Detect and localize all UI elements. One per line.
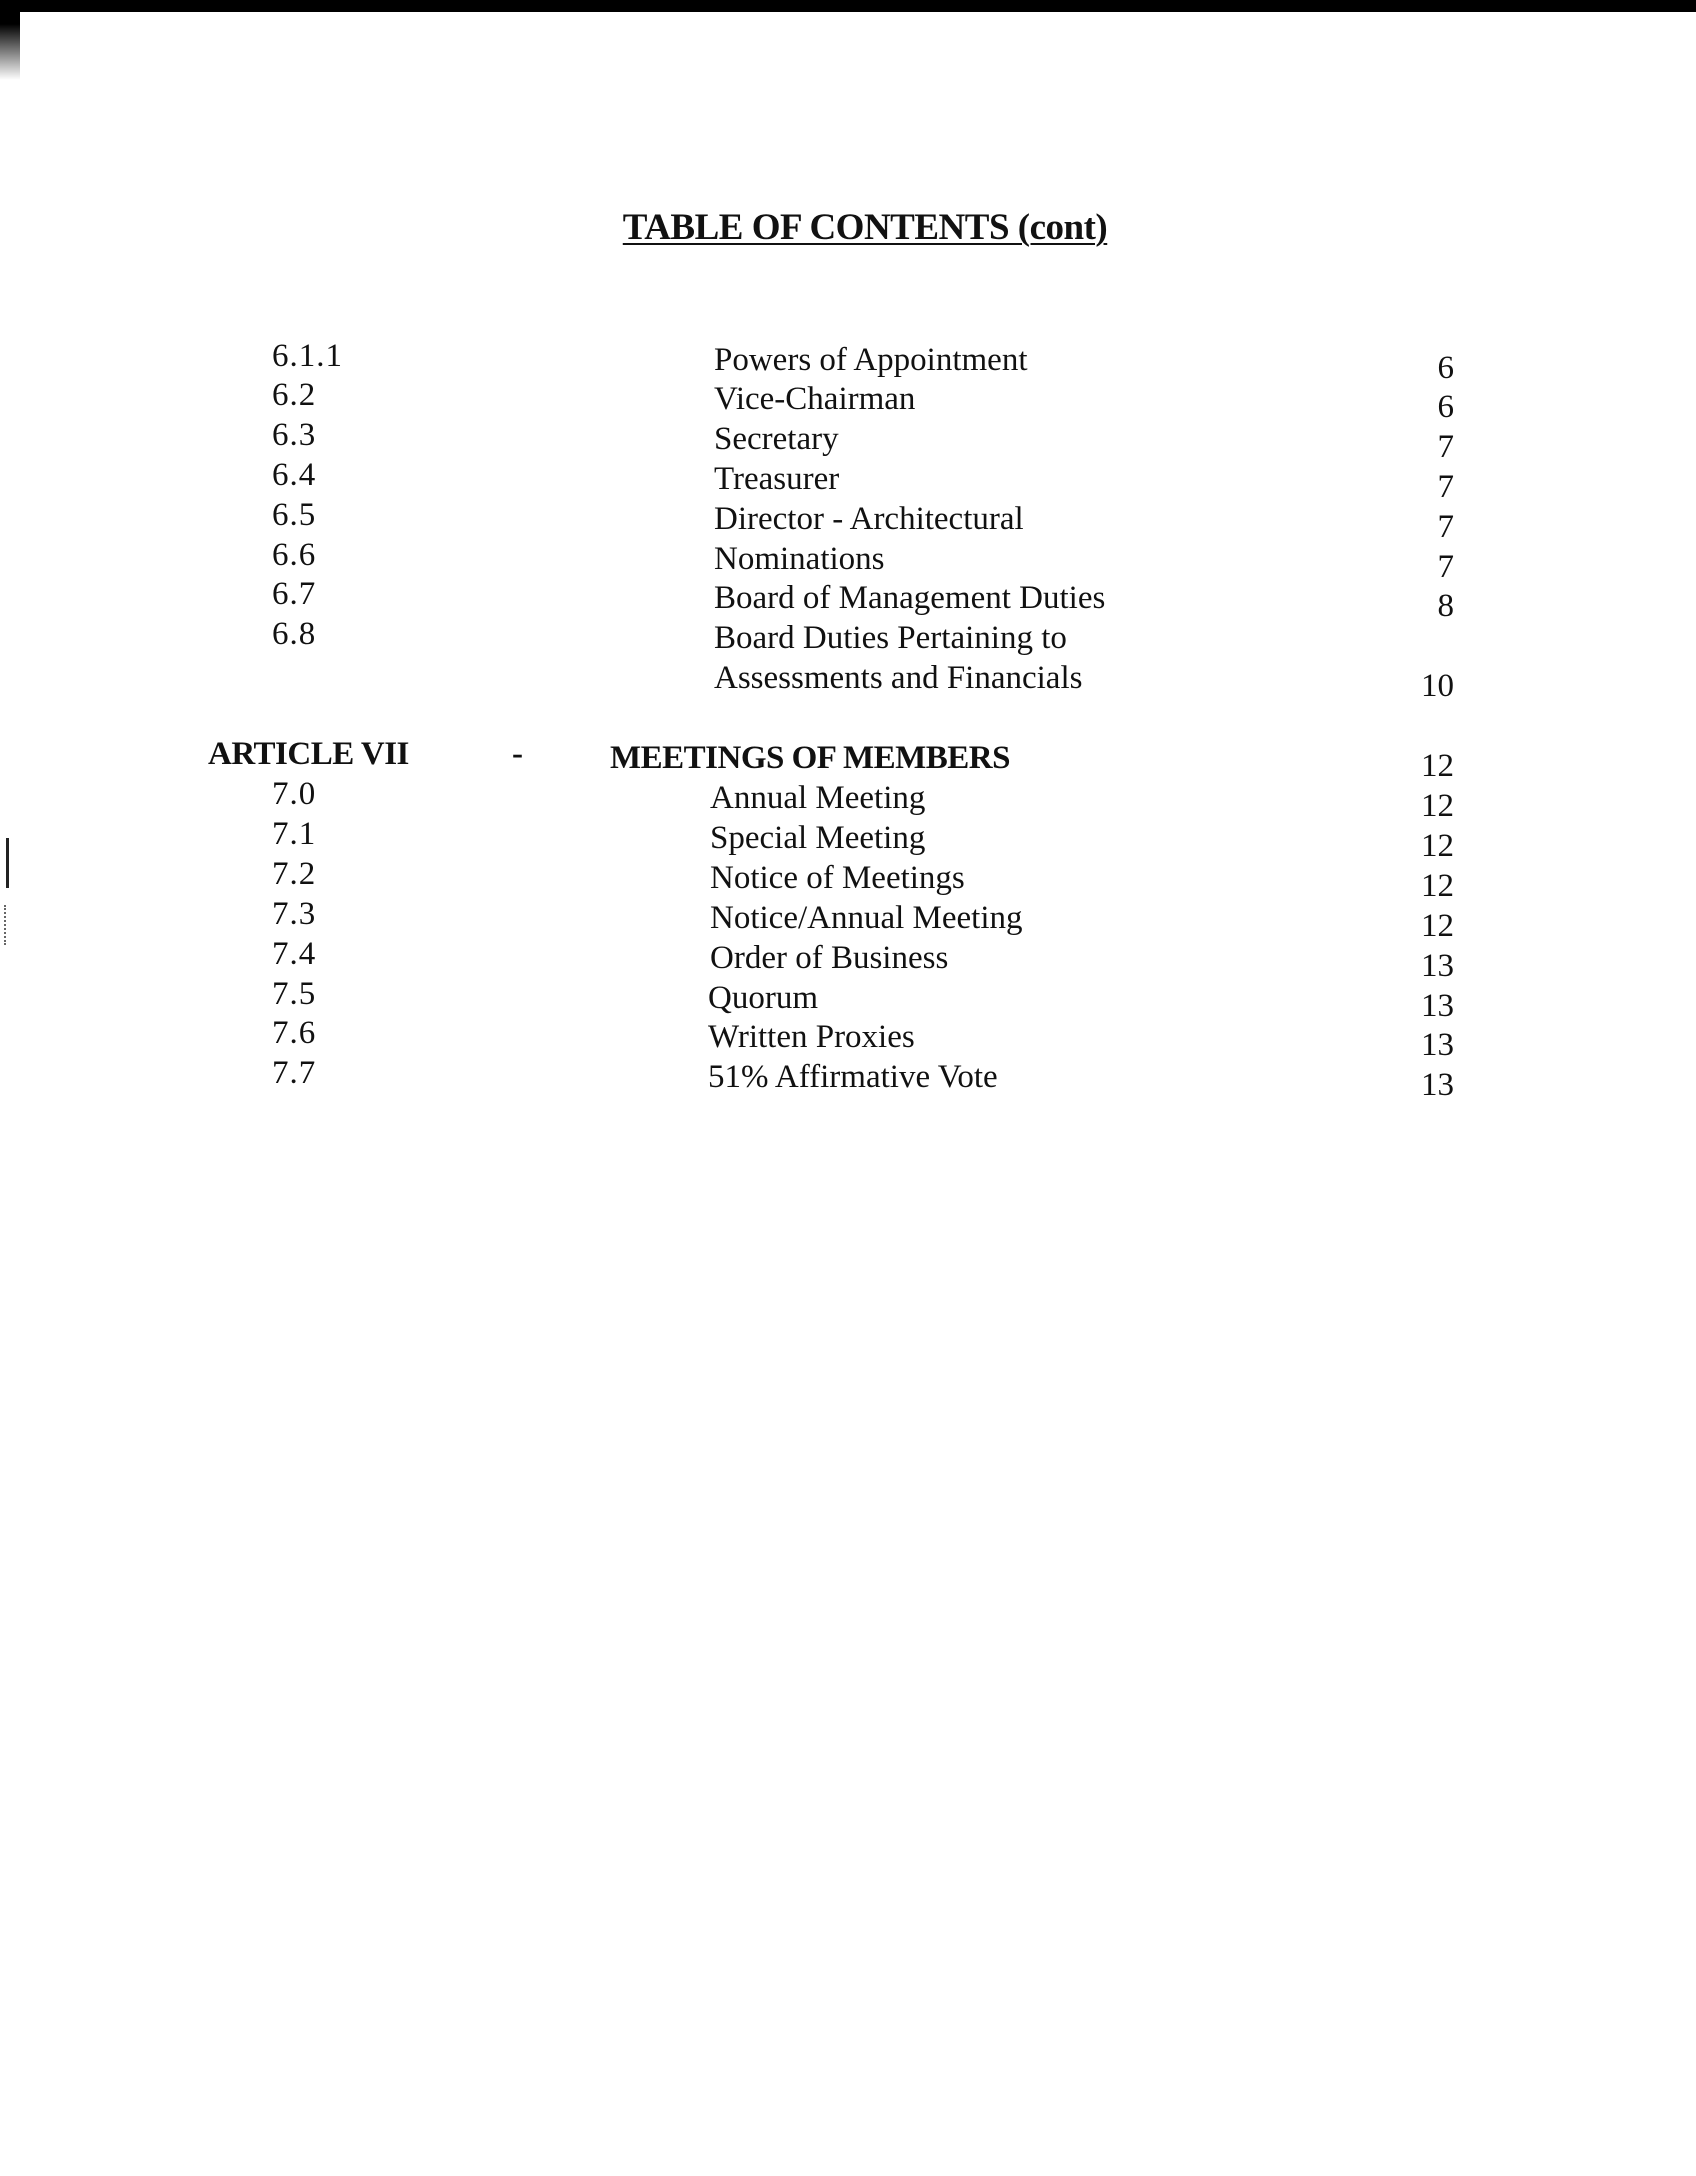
entry-text: Director - Architectural [714,501,1024,537]
entry-number: 6.5 [272,497,317,533]
entry-number: 7.5 [272,976,317,1012]
entry-text: Order of Business [710,940,949,976]
toc-entry [0,934,1696,984]
entry-text-line2: Assessments and Financials [714,660,1083,696]
entry-text: Powers of Appointment [714,342,1028,378]
entry-number: 6.4 [272,457,317,493]
entry-number: 7.3 [272,896,317,932]
entry-page: 12 [1421,868,1454,904]
entry-page: 12 [1421,828,1454,864]
entry-number: 7.4 [272,936,317,972]
entry-page: 10 [1421,668,1454,704]
entry-text: Quorum [708,980,818,1016]
article-label: ARTICLE VII [208,736,409,772]
entry-page: 13 [1421,1027,1454,1063]
entry-number: 6.7 [272,576,317,612]
toc-entry [0,495,1696,545]
toc-entry [0,854,1696,904]
toc-entry [0,574,1696,624]
entry-text: Vice-Chairman [714,381,916,417]
entry-page: 7 [1437,469,1454,505]
entry-text: Nominations [714,541,885,577]
toc-entry [0,614,1696,654]
toc-entry [0,415,1696,465]
entry-page: 13 [1421,1067,1454,1103]
entry-page: 13 [1421,988,1454,1024]
scan-edge-top [0,0,1696,12]
entry-text: Board Duties Pertaining to [714,620,1067,656]
entry-number: 7.0 [272,776,317,812]
entry-number: 7.2 [272,856,317,892]
toc-entry-continuation [0,654,1696,704]
entry-text: Notice of Meetings [710,860,965,896]
toc-entry [0,1053,1696,1103]
toc-entry [0,535,1696,585]
entry-number: 6.8 [272,616,317,652]
entry-number: 7.7 [272,1055,317,1091]
entry-text: Written Proxies [708,1019,915,1055]
toc-entry [0,974,1696,1024]
entry-number: 6.6 [272,537,317,573]
entry-page: 6 [1437,350,1454,386]
entry-text: 51% Affirmative Vote [708,1059,998,1095]
entry-text: Treasurer [714,461,840,497]
entry-text: Secretary [714,421,839,457]
toc-entry [0,336,1696,386]
entry-page: 12 [1421,748,1454,784]
entry-page: 7 [1437,509,1454,545]
toc-entry [0,1013,1696,1063]
entry-page: 12 [1421,908,1454,944]
page-title: TABLE OF CONTENTS (cont) [622,207,1108,248]
toc-entry [0,375,1696,425]
article-dash: - [512,736,523,772]
entry-page: 6 [1437,389,1454,425]
entry-text: Notice/Annual Meeting [710,900,1023,936]
entry-text: Board of Management Duties [714,580,1106,616]
entry-number: 6.3 [272,417,317,453]
toc-entry [0,774,1696,824]
entry-text: Special Meeting [710,820,926,856]
entry-number: 7.1 [272,816,317,852]
toc-entry [0,894,1696,944]
scan-edge-left [0,0,20,80]
entry-text: Annual Meeting [710,780,926,816]
toc-entry [0,814,1696,864]
entry-page: 13 [1421,948,1454,984]
entry-page: 7 [1437,549,1454,585]
toc-entry [0,455,1696,505]
entry-number: 7.6 [272,1015,317,1051]
entry-page: 12 [1421,788,1454,824]
article-heading [0,734,1696,784]
entry-page: 7 [1437,429,1454,465]
entry-number: 6.1.1 [272,338,343,374]
article-title: MEETINGS OF MEMBERS [610,740,1010,776]
entry-page: 8 [1437,588,1454,624]
entry-number: 6.2 [272,377,317,413]
